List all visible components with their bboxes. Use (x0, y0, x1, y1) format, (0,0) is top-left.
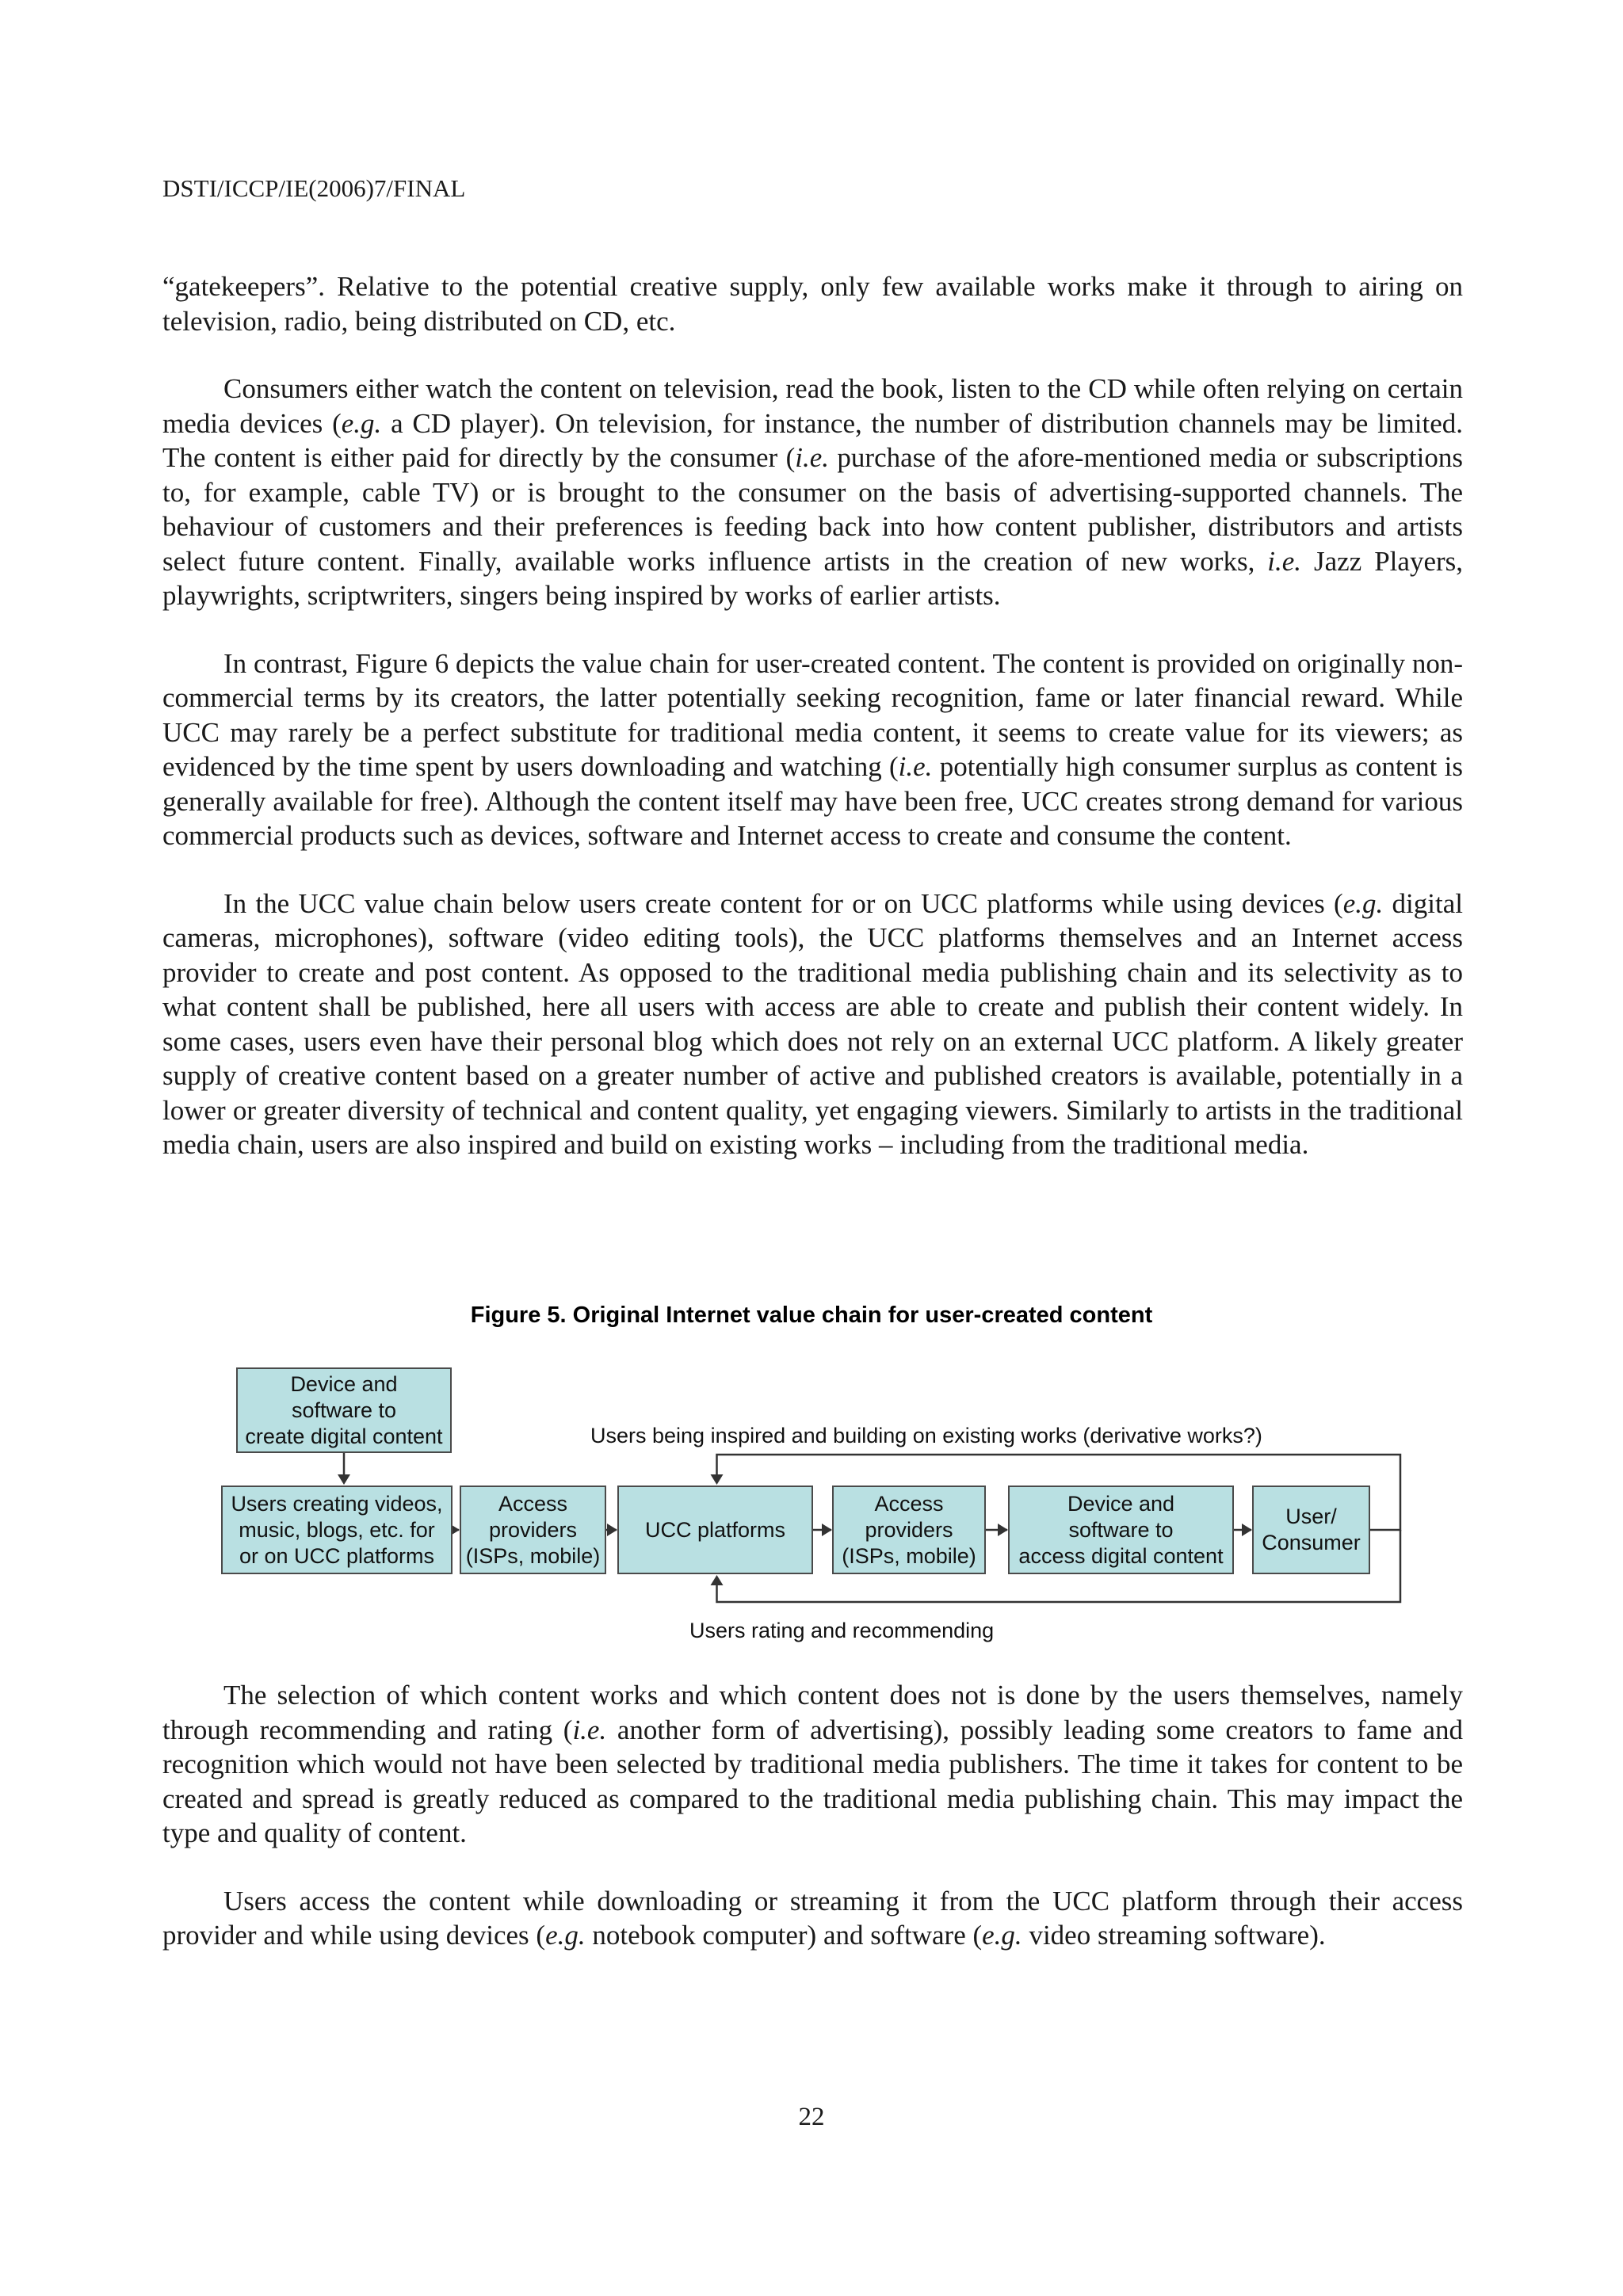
italic-text: e.g. (341, 407, 382, 439)
text-run: Jazz Players, playwrights, scriptwriters, singers being inspired by works of earlier artists. (162, 545, 1463, 611)
chain-arrowhead (998, 1524, 1008, 1536)
create-device-box: Device and software to create digital content (236, 1367, 452, 1453)
paragraph (162, 269, 1463, 338)
feedback-arrowhead-top (711, 1474, 724, 1485)
arrowhead-top-to-creators (338, 1474, 350, 1485)
paragraph (162, 372, 1463, 613)
access-providers-box-2: Access providers (ISPs, mobile) (832, 1486, 986, 1574)
italic-text: e.g. (545, 1920, 586, 1951)
italic-text: e.g. (982, 1920, 1022, 1951)
italic-text: i.e. (898, 751, 933, 782)
page-number: 22 (798, 2103, 825, 2131)
figure-title: Figure 5. Original Internet value chain for user-created content (470, 1302, 1153, 1328)
italic-text: i.e. (1267, 545, 1302, 577)
feedback-arrowhead-bottom (711, 1575, 724, 1585)
text-run: video streaming software). (1022, 1920, 1326, 1951)
body-text-top (162, 269, 1463, 1196)
chain-arrowhead (1242, 1524, 1252, 1536)
chain-arrowhead (607, 1524, 617, 1536)
text-run: potentially high consumer surplus as content is generally available for free). Although the content itself may have been free, UCC creates strong demand for various commercial products such as devices, software and Internet access to create and consume the content. (162, 751, 1464, 851)
access-device-box: Device and software to access digital content (1008, 1486, 1234, 1574)
italic-text: e.g. (1342, 887, 1384, 919)
text-run: another form of advertising), possibly leading some creators to fame and recognition which would not have been selected by traditional media publishers. The time it takes for content to be created and spread is greatly reduced as compared to the traditional media publishing chain. This may impact the type and quality of content. (162, 1714, 1463, 1848)
text-run: a CD player). On television, for instance, the number of distribution channels may be limited. The content is either paid for directly by the consumer ( (162, 407, 1464, 473)
value-chain-diagram (0, 1347, 1623, 1664)
paragraph (162, 887, 1463, 1162)
feedback-label-top: Users being inspired and building on existing works (derivative works?) (590, 1424, 1262, 1447)
paragraph (162, 1678, 1463, 1851)
users-creating-box: Users creating videos, music, blogs, etc. for or on UCC platforms (221, 1486, 453, 1574)
text-run: “gatekeepers”. Relative to the potential creative supply, only few available works make it through to airing on television, radio, being distributed on CD, etc. (162, 271, 1463, 337)
paragraph (162, 646, 1463, 853)
feedback-label-bottom: Users rating and recommending (689, 1619, 995, 1642)
ucc-platforms-box: UCC platforms (617, 1486, 813, 1574)
text-run: The selection of which content works and which content does not is done by the users themselves, namely through recommending and rating ( (162, 1680, 1463, 1745)
text-run: Users access the content while downloading or streaming it from the UCC platform through their access provider and while using devices ( (162, 1885, 1463, 1951)
body-text-bottom (162, 1678, 1463, 1986)
text-run: In the UCC value chain below users create content for or on UCC platforms while using devices ( (223, 887, 1343, 919)
italic-text: i.e. (572, 1714, 607, 1745)
text-run: notebook computer) and software ( (585, 1920, 983, 1951)
text-run: In contrast, Figure 6 depicts the value chain for user-created content. The content is provided on originally non-commercial terms by its creators, the latter potentially seeking recognition, fame or later financial reward. While UCC may rarely be a perfect substitute for traditional media content, it seems to create value for its viewers; as evidenced by the time spent by users downloading and watching ( (162, 647, 1463, 782)
text-run: Consumers either watch the content on television, read the book, listen to the CD while often relying on certain media devices ( (162, 373, 1463, 439)
user-consumer-box: User/ Consumer (1252, 1486, 1370, 1574)
text-run: purchase of the afore-mentioned media or subscriptions to, for example, cable TV) or is brought to the consumer on the basis of advertising-supported channels. The behaviour of customers and their preferences is feeding back into how content publisher, distributors and artists select future content. Finally, available works influence artists in the creation of new works, (162, 442, 1463, 577)
document-id-header: DSTI/ICCP/IE(2006)7/FINAL (162, 174, 466, 202)
access-providers-box-1: Access providers (ISPs, mobile) (460, 1486, 606, 1574)
chain-arrowhead (822, 1524, 832, 1536)
text-run: digital cameras, microphones), software (video editing tools), the UCC platforms themselves and an Internet access provider to create and post content. As opposed to the traditional media publishing chain and its selectivity as to what content shall be published, here all users with access are able to create and publish their content widely. In some cases, users even have their personal blog which does not rely on an external UCC platform. A likely greater supply of creative content based on a greater number of active and published creators is available, potentially in a lower or greater diversity of technical and content quality, yet engaging viewers. Similarly to artists in the traditional media chain, users are also inspired and build on existing works – including from the traditional media. (162, 887, 1463, 1160)
italic-text: i.e. (795, 442, 829, 473)
paragraph (162, 1884, 1463, 1953)
